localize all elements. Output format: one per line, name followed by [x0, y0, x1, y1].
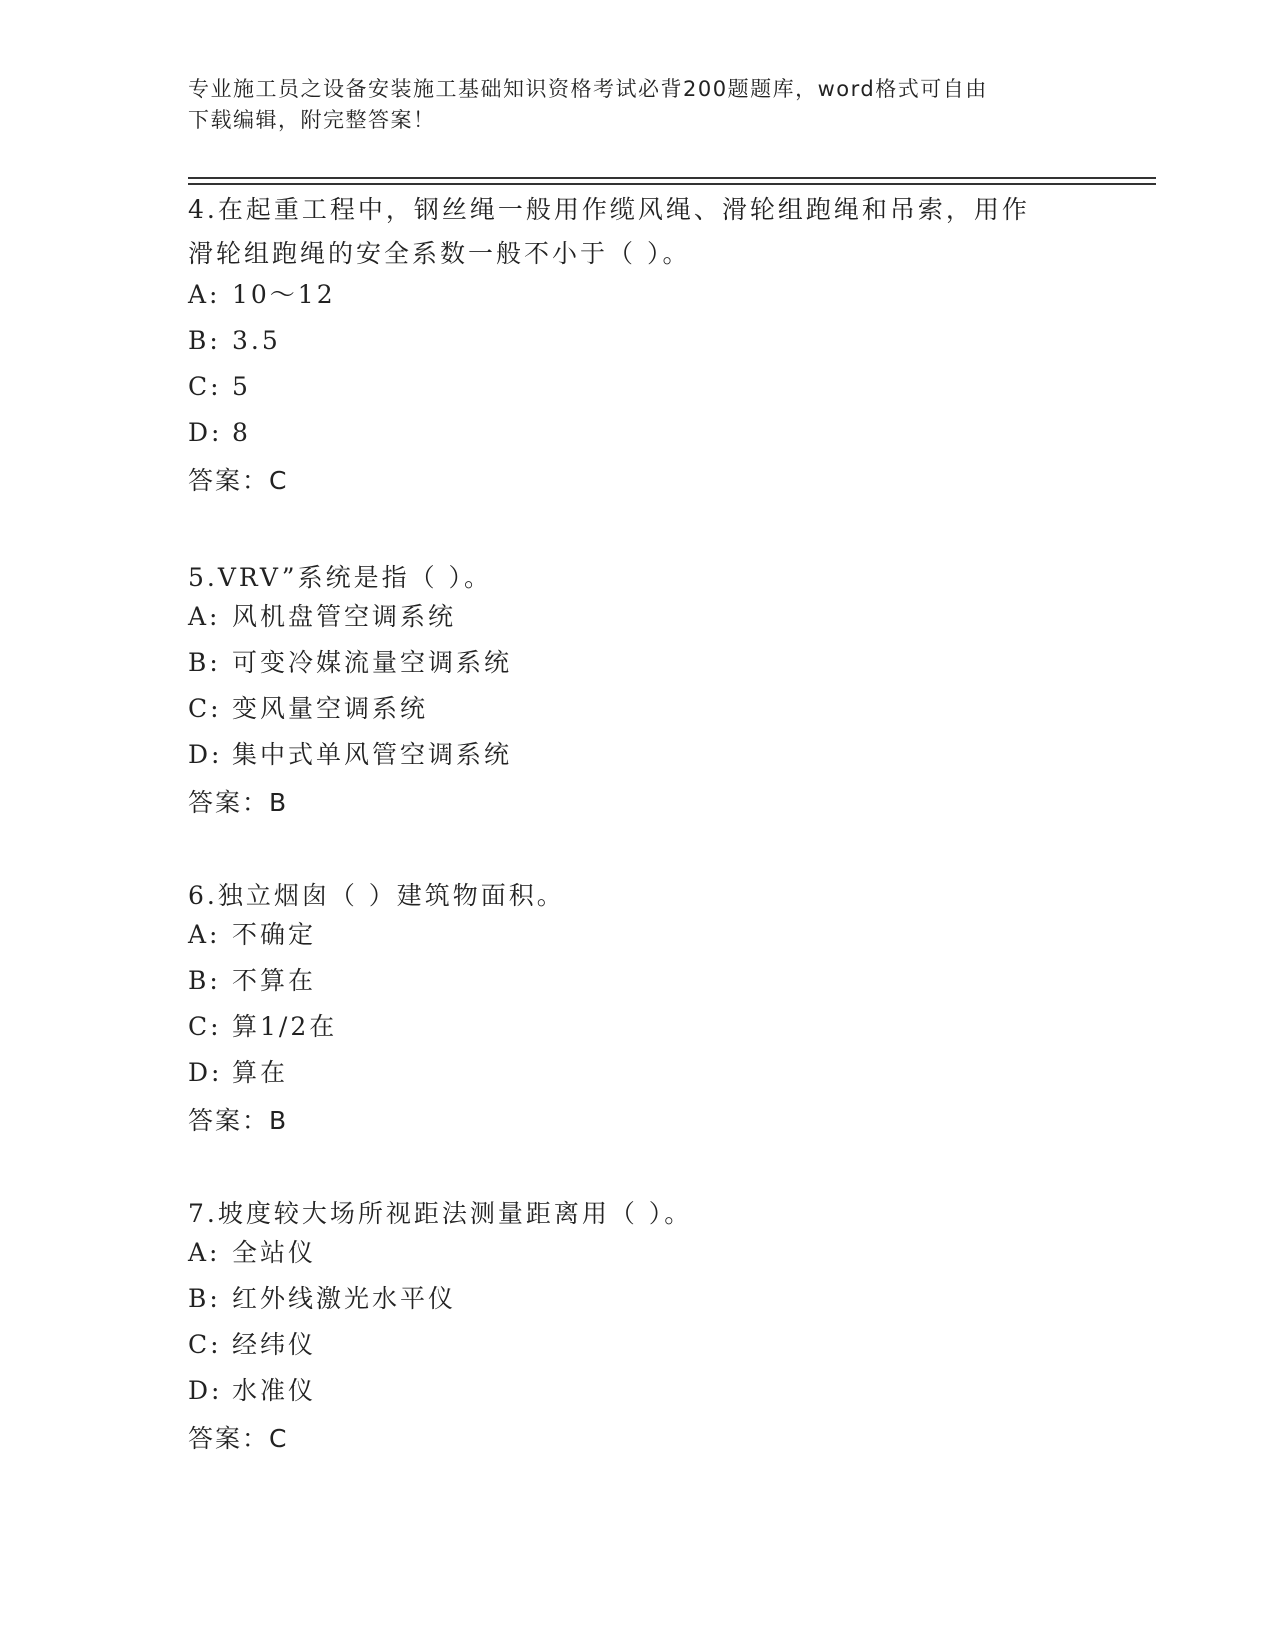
answer-label: 答案：C [188, 466, 289, 495]
option-key: A: [188, 602, 221, 631]
document-header [188, 74, 1068, 136]
option-key: A: [188, 1238, 221, 1267]
option-key: B: [188, 966, 221, 995]
option-key: C: [188, 1330, 222, 1359]
option-text: 算1/2在 [232, 1012, 338, 1041]
option-text: 风机盘管空调系统 [232, 602, 457, 631]
option-text: 5 [232, 372, 251, 401]
option-text: 变风量空调系统 [232, 694, 429, 723]
option-d [188, 420, 1088, 466]
option-text: 不算在 [232, 966, 317, 995]
option-key: D: [188, 418, 223, 447]
answer-label: 答案：B [188, 1106, 289, 1135]
header-line-2: 下载编辑，附完整答案！ [188, 108, 436, 132]
answer-label: 答案：B [188, 788, 289, 817]
question-text [188, 1192, 1088, 1236]
question-text-line-1: 5.VRV”系统是指（ ）。 [188, 563, 493, 592]
option-text: 8 [232, 418, 251, 447]
question-text-line-1: 7.坡度较大场所视距法测量距离用（ ）。 [188, 1199, 693, 1228]
question-text-line-1: 6.独立烟囱（ ）建筑物面积。 [188, 881, 565, 910]
question-text [188, 556, 1088, 600]
option-key: A: [188, 920, 221, 949]
option-text: 可变冷媒流量空调系统 [232, 648, 513, 677]
header-line-1: 专业施工员之设备安装施工基础知识资格考试必背200题题库，word格式可自由 [188, 77, 988, 101]
option-a [188, 1240, 1088, 1286]
option-b [188, 328, 1088, 374]
question-4 [188, 188, 1088, 512]
option-a [188, 282, 1088, 328]
option-a [188, 922, 1088, 968]
option-d [188, 1378, 1088, 1424]
option-key: B: [188, 648, 221, 677]
header-divider-bottom [188, 183, 1156, 185]
option-key: C: [188, 694, 222, 723]
question-6 [188, 874, 1088, 1152]
option-b [188, 1286, 1088, 1332]
option-text: 算在 [232, 1058, 289, 1087]
option-c [188, 374, 1088, 420]
option-d [188, 742, 1088, 788]
option-c [188, 1332, 1088, 1378]
option-key: D: [188, 1376, 223, 1405]
question-7 [188, 1192, 1088, 1470]
option-b [188, 650, 1088, 696]
option-text: 集中式单风管空调系统 [232, 740, 513, 769]
question-5 [188, 556, 1088, 834]
option-text: 红外线激光水平仪 [232, 1284, 457, 1313]
option-text: 经纬仪 [232, 1330, 317, 1359]
option-key: C: [188, 372, 222, 401]
option-key: D: [188, 740, 223, 769]
option-text: 全站仪 [232, 1238, 317, 1267]
option-text: 水准仪 [232, 1376, 317, 1405]
option-b [188, 968, 1088, 1014]
question-text [188, 188, 1088, 276]
option-d [188, 1060, 1088, 1106]
option-text: 不确定 [232, 920, 317, 949]
option-text: 10～12 [232, 280, 336, 309]
option-key: B: [188, 326, 221, 355]
option-key: A: [188, 280, 221, 309]
option-c [188, 1014, 1088, 1060]
question-text [188, 874, 1088, 918]
option-key: D: [188, 1058, 223, 1087]
option-text: 3.5 [232, 326, 281, 355]
header-divider-top [188, 177, 1156, 179]
option-a [188, 604, 1088, 650]
question-text-line-2: 滑轮组跑绳的安全系数一般不小于（ ）。 [188, 239, 691, 268]
option-key: B: [188, 1284, 221, 1313]
option-key: C: [188, 1012, 222, 1041]
option-c [188, 696, 1088, 742]
answer-label: 答案：C [188, 1424, 289, 1453]
question-text-line-1: 4.在起重工程中，钢丝绳一般用作缆风绳、滑轮组跑绳和吊索，用作 [188, 195, 1030, 224]
